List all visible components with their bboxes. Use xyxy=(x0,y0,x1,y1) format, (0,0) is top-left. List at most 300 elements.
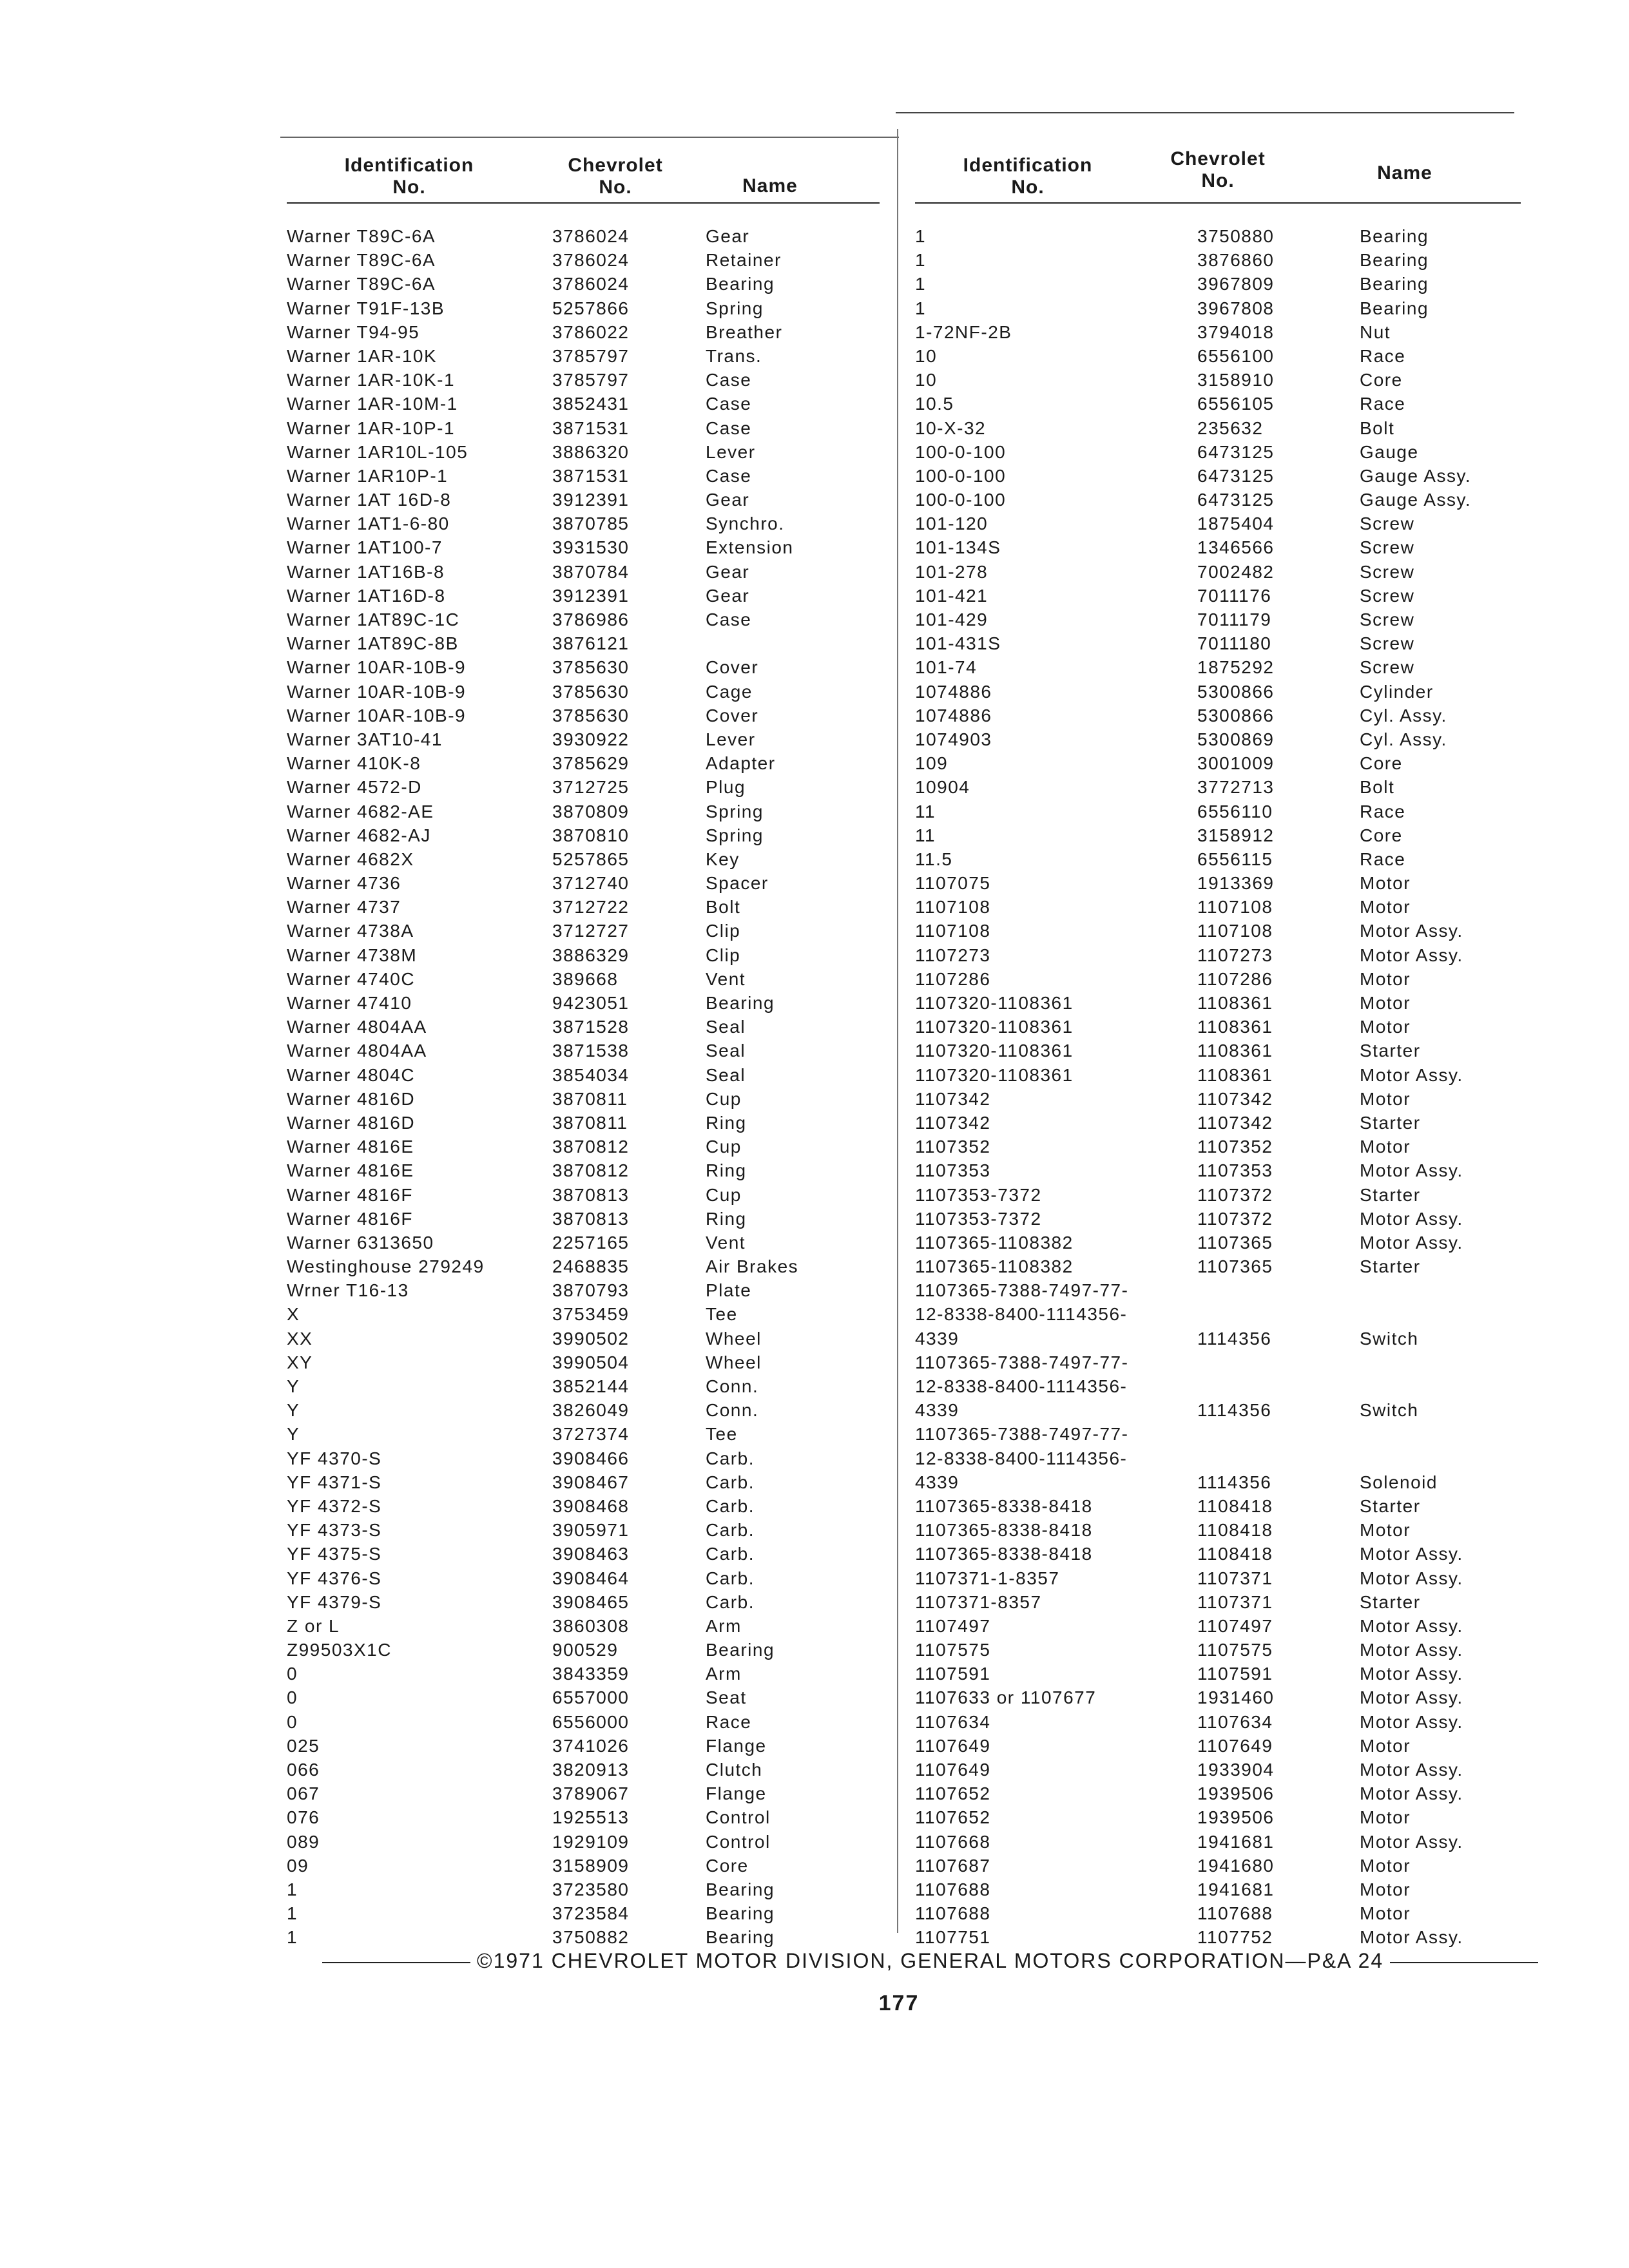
table-row xyxy=(287,1111,880,1135)
part-identification: 101-134S xyxy=(915,537,1001,558)
part-identification: 4339 xyxy=(915,1400,959,1421)
table-row xyxy=(915,1614,1521,1638)
table-row xyxy=(915,919,1521,943)
table-row xyxy=(915,1254,1521,1278)
part-identification: 1107365-7388-7497-77- xyxy=(915,1280,1129,1301)
part-name: Motor xyxy=(1360,968,1411,989)
table-row xyxy=(915,344,1521,368)
chevrolet-number: 3786986 xyxy=(552,610,630,629)
chevrolet-number: 9423051 xyxy=(552,993,630,1013)
part-identification: 1 xyxy=(287,1879,298,1899)
table-row xyxy=(287,1566,880,1590)
chevrolet-number: 3870812 xyxy=(552,1160,630,1181)
column-divider xyxy=(897,129,898,1933)
table-row xyxy=(287,248,880,272)
part-identification: YF 4372-S xyxy=(287,1495,382,1516)
part-identification: 101-278 xyxy=(915,561,988,582)
part-identification: 0 xyxy=(287,1664,298,1684)
part-identification: 1074903 xyxy=(915,729,992,749)
chevrolet-number: 3712725 xyxy=(552,777,630,798)
chevrolet-number: 3871531 xyxy=(552,465,630,486)
part-name: Screw xyxy=(1360,561,1415,582)
part-name: Carb. xyxy=(706,1472,755,1492)
table-row xyxy=(915,1398,1521,1422)
header-chevrolet: Chevrolet No. xyxy=(1170,148,1266,191)
part-identification: 066 xyxy=(287,1760,320,1780)
chevrolet-number: 3870813 xyxy=(552,1208,630,1229)
part-name: Flange xyxy=(706,1735,767,1756)
left-rows xyxy=(287,224,880,1950)
part-name: Motor Assy. xyxy=(1360,1664,1463,1684)
part-name: Motor Assy. xyxy=(1360,1064,1463,1085)
chevrolet-number: 1939506 xyxy=(1197,1807,1275,1828)
part-name: Bolt xyxy=(706,897,741,918)
copyright-text: ©1971 CHEVROLET MOTOR DIVISION, GENERAL MOTORS CORPORATION—P&A 24 xyxy=(477,1949,1384,1972)
table-row xyxy=(287,1135,880,1158)
table-row xyxy=(915,584,1521,608)
part-name: Core xyxy=(1360,825,1403,845)
footer-dash-left xyxy=(322,1962,470,1963)
chevrolet-number: 5300869 xyxy=(1197,729,1275,749)
chevrolet-number: 3930922 xyxy=(552,729,630,749)
right-header xyxy=(915,135,1521,206)
part-name: Control xyxy=(706,1831,771,1852)
chevrolet-number: 1107688 xyxy=(1197,1903,1273,1924)
table-row xyxy=(287,1542,880,1566)
part-identification: 0 xyxy=(287,1687,298,1708)
part-identification: Warner 1AR-10P-1 xyxy=(287,418,456,438)
part-name: Bearing xyxy=(1360,298,1429,318)
table-row xyxy=(287,1782,880,1805)
table-row xyxy=(915,1758,1521,1782)
table-row xyxy=(287,1327,880,1350)
part-identification: Warner 10AR-10B-9 xyxy=(287,681,467,702)
part-identification: 1107353 xyxy=(915,1160,991,1181)
chevrolet-number: 3886320 xyxy=(552,441,630,462)
part-name: Key xyxy=(706,849,740,869)
chevrolet-number: 3967809 xyxy=(1197,274,1275,294)
part-identification: Warner T89C-6A xyxy=(287,274,436,294)
chevrolet-number: 7002482 xyxy=(1197,561,1275,582)
chevrolet-number: 3912391 xyxy=(552,490,630,510)
table-row xyxy=(915,392,1521,416)
chevrolet-number: 3990502 xyxy=(552,1328,630,1349)
table-row xyxy=(287,775,880,799)
part-name: Carb. xyxy=(706,1591,755,1612)
chevrolet-number: 1107752 xyxy=(1197,1927,1273,1948)
chevrolet-number: 3789067 xyxy=(552,1783,630,1804)
chevrolet-number: 3852431 xyxy=(552,394,630,414)
part-name: Gear xyxy=(706,490,750,510)
part-identification: 10-X-32 xyxy=(915,418,987,438)
part-name: Carb. xyxy=(706,1495,755,1516)
chevrolet-number: 3820913 xyxy=(552,1760,630,1780)
part-name: Case xyxy=(706,610,752,629)
table-row xyxy=(287,1039,880,1062)
table-row xyxy=(287,608,880,631)
part-name: Ring xyxy=(706,1160,747,1181)
table-row xyxy=(287,1302,880,1326)
part-name: Seat xyxy=(706,1687,747,1708)
part-identification: YF 4370-S xyxy=(287,1448,382,1468)
table-row xyxy=(287,1710,880,1734)
table-row xyxy=(915,823,1521,847)
table-row xyxy=(915,895,1521,919)
table-row xyxy=(915,535,1521,559)
table-row xyxy=(915,655,1521,679)
part-identification: Warner 1AT16D-8 xyxy=(287,585,446,606)
table-row xyxy=(915,1039,1521,1062)
table-row xyxy=(287,871,880,895)
top-rule-right xyxy=(896,112,1514,113)
part-name: Motor xyxy=(1360,1017,1411,1037)
table-row xyxy=(915,1231,1521,1254)
part-name: Switch xyxy=(1360,1328,1419,1349)
part-name: Motor Assy. xyxy=(1360,1615,1463,1636)
part-identification: Warner 4816E xyxy=(287,1137,414,1157)
table-row xyxy=(915,1830,1521,1854)
table-row xyxy=(287,1518,880,1542)
right-rows xyxy=(915,224,1521,1950)
part-name: Screw xyxy=(1360,657,1415,678)
part-name: Motor Assy. xyxy=(1360,1831,1463,1852)
part-name: Motor xyxy=(1360,1137,1411,1157)
table-row xyxy=(915,1734,1521,1758)
part-name: Carb. xyxy=(706,1568,755,1588)
chevrolet-number: 5257865 xyxy=(552,849,630,869)
table-row xyxy=(915,1135,1521,1158)
chevrolet-number: 3931530 xyxy=(552,537,630,558)
table-row xyxy=(915,1183,1521,1207)
part-identification: YF 4376-S xyxy=(287,1568,382,1588)
part-name: Race xyxy=(1360,849,1406,869)
part-identification: 12-8338-8400-1114356- xyxy=(915,1376,1128,1396)
chevrolet-number: 1114356 xyxy=(1197,1400,1272,1421)
part-name: Gear xyxy=(706,585,750,606)
chevrolet-number: 2257165 xyxy=(552,1232,630,1253)
part-name: Gauge xyxy=(1360,441,1419,462)
part-identification: XX xyxy=(287,1328,313,1349)
table-row xyxy=(915,224,1521,248)
table-row xyxy=(287,296,880,320)
part-name: Cover xyxy=(706,657,759,678)
part-identification: 076 xyxy=(287,1807,320,1828)
chevrolet-number: 1107497 xyxy=(1197,1615,1273,1636)
table-row xyxy=(287,1207,880,1231)
part-name: Carb. xyxy=(706,1448,755,1468)
part-name: Retainer xyxy=(706,250,782,271)
part-identification: 1 xyxy=(287,1927,298,1948)
table-row xyxy=(915,871,1521,895)
chevrolet-number: 1933904 xyxy=(1197,1760,1275,1780)
part-name: Cyl. Assy. xyxy=(1360,705,1447,726)
chevrolet-number: 3826049 xyxy=(552,1400,630,1421)
chevrolet-number: 3908463 xyxy=(552,1544,630,1564)
table-row xyxy=(915,1662,1521,1686)
table-row xyxy=(915,1542,1521,1566)
table-row xyxy=(287,800,880,823)
part-name: Plug xyxy=(706,777,746,798)
part-name: Cup xyxy=(706,1088,742,1109)
part-identification: 1107365-8338-8418 xyxy=(915,1544,1093,1564)
part-name: Clip xyxy=(706,945,741,965)
chevrolet-number: 1107365 xyxy=(1197,1256,1273,1277)
table-row xyxy=(915,440,1521,464)
part-identification: 1107075 xyxy=(915,873,991,894)
chevrolet-number: 1108361 xyxy=(1197,1017,1273,1037)
chevrolet-number: 1875404 xyxy=(1197,514,1275,534)
part-identification: Warner 4816F xyxy=(287,1208,413,1229)
table-row xyxy=(287,1734,880,1758)
chevrolet-number: 3990504 xyxy=(552,1352,630,1372)
part-identification: Warner 1AT89C-8B xyxy=(287,633,459,654)
table-row xyxy=(915,560,1521,584)
table-row xyxy=(915,1854,1521,1878)
part-name: Arm xyxy=(706,1664,742,1684)
chevrolet-number: 3794018 xyxy=(1197,322,1275,342)
chevrolet-number: 3876121 xyxy=(552,633,630,654)
part-name: Spring xyxy=(706,298,764,318)
table-row xyxy=(287,1015,880,1039)
part-name: Starter xyxy=(1360,1041,1421,1061)
chevrolet-number: 1941681 xyxy=(1197,1831,1275,1852)
part-name: Screw xyxy=(1360,514,1415,534)
table-row xyxy=(915,1158,1521,1182)
header-identification: Identification No. xyxy=(344,155,474,198)
table-row xyxy=(287,1758,880,1782)
chevrolet-number: 7011180 xyxy=(1197,633,1272,654)
chevrolet-number: 3158910 xyxy=(1197,370,1275,390)
table-row xyxy=(915,1590,1521,1614)
chevrolet-number: 3785797 xyxy=(552,370,630,390)
chevrolet-number: 3908465 xyxy=(552,1591,630,1612)
part-identification: Warner 10AR-10B-9 xyxy=(287,705,467,726)
table-row xyxy=(287,631,880,655)
table-row xyxy=(287,895,880,919)
table-row xyxy=(287,1183,880,1207)
part-identification: Z99503X1C xyxy=(287,1640,392,1660)
chevrolet-number: 3905971 xyxy=(552,1520,630,1541)
part-identification: 1107342 xyxy=(915,1112,991,1133)
chevrolet-number: 3876860 xyxy=(1197,250,1275,271)
table-row xyxy=(915,272,1521,296)
header-name: Name xyxy=(1377,162,1432,184)
part-name: Gauge Assy. xyxy=(1360,465,1472,486)
chevrolet-number: 7011176 xyxy=(1197,585,1272,606)
table-row xyxy=(287,1087,880,1111)
table-row xyxy=(915,751,1521,775)
part-name: Switch xyxy=(1360,1400,1419,1421)
chevrolet-number: 1931460 xyxy=(1197,1687,1275,1708)
table-row xyxy=(915,1638,1521,1662)
chevrolet-number: 3870793 xyxy=(552,1280,630,1301)
part-identification: 1107320-1108361 xyxy=(915,993,1074,1013)
part-identification: 1107688 xyxy=(915,1879,991,1899)
part-name: Motor xyxy=(1360,897,1411,918)
left-column xyxy=(287,135,880,1950)
table-row xyxy=(915,991,1521,1015)
part-identification: 1 xyxy=(915,226,927,246)
chevrolet-number: 1346566 xyxy=(1197,537,1275,558)
chevrolet-number: 1107372 xyxy=(1197,1208,1273,1229)
part-name: Conn. xyxy=(706,1376,759,1396)
part-identification: 11 xyxy=(915,825,936,845)
part-name: Motor Assy. xyxy=(1360,1232,1463,1253)
part-name: Bearing xyxy=(706,1903,775,1924)
part-name: Motor Assy. xyxy=(1360,1160,1463,1181)
part-name: Wheel xyxy=(706,1328,762,1349)
part-identification: 0 xyxy=(287,1711,298,1732)
table-row xyxy=(287,1374,880,1398)
chevrolet-number: 3870784 xyxy=(552,561,630,582)
chevrolet-number: 5257866 xyxy=(552,298,630,318)
chevrolet-number: 3908466 xyxy=(552,1448,630,1468)
chevrolet-number: 1108361 xyxy=(1197,993,1273,1013)
part-identification: 1107575 xyxy=(915,1640,991,1660)
table-row xyxy=(287,416,880,440)
chevrolet-number: 3712740 xyxy=(552,873,630,894)
part-identification: 1107687 xyxy=(915,1855,991,1876)
part-identification: 1107108 xyxy=(915,897,991,918)
part-name: Motor Assy. xyxy=(1360,1687,1463,1708)
part-name: Screw xyxy=(1360,610,1415,629)
chevrolet-number: 1107575 xyxy=(1197,1640,1273,1660)
copyright-footer xyxy=(316,1949,1527,1973)
part-identification: 100-0-100 xyxy=(915,490,1007,510)
table-row xyxy=(287,1901,880,1925)
part-identification: Warner 3AT10-41 xyxy=(287,729,443,749)
part-identification: 1107320-1108361 xyxy=(915,1041,1074,1061)
part-name: Air Brakes xyxy=(706,1256,799,1277)
part-identification: YF 4375-S xyxy=(287,1544,382,1564)
chevrolet-number: 3786022 xyxy=(552,322,630,342)
part-name: Starter xyxy=(1360,1112,1421,1133)
part-name: Bearing xyxy=(1360,226,1429,246)
part-identification: Warner 1AT100-7 xyxy=(287,537,443,558)
table-row xyxy=(915,416,1521,440)
table-row xyxy=(287,680,880,704)
part-name: Gear xyxy=(706,561,750,582)
table-row xyxy=(287,751,880,775)
part-identification: 1107365-7388-7497-77- xyxy=(915,1424,1129,1445)
part-name: Bearing xyxy=(1360,250,1429,271)
chevrolet-number: 7011179 xyxy=(1197,610,1272,629)
part-identification: Warner 1AR10L-105 xyxy=(287,441,468,462)
part-name: Motor Assy. xyxy=(1360,1544,1463,1564)
chevrolet-number: 1107371 xyxy=(1197,1568,1273,1588)
part-name: Cylinder xyxy=(1360,681,1434,702)
part-identification: Warner 4738M xyxy=(287,945,418,965)
table-row xyxy=(287,1494,880,1518)
chevrolet-number: 6556000 xyxy=(552,1711,630,1732)
part-name: Core xyxy=(706,1855,749,1876)
part-name: Starter xyxy=(1360,1256,1421,1277)
chevrolet-number: 3786024 xyxy=(552,250,630,271)
chevrolet-number: 3723584 xyxy=(552,1903,630,1924)
chevrolet-number: 3843359 xyxy=(552,1664,630,1684)
table-row xyxy=(287,1446,880,1470)
part-name: Trans. xyxy=(706,345,762,366)
part-name: Conn. xyxy=(706,1400,759,1421)
part-identification: 1107286 xyxy=(915,968,991,989)
table-row xyxy=(287,464,880,488)
table-row xyxy=(287,584,880,608)
chevrolet-number: 1875292 xyxy=(1197,657,1275,678)
chevrolet-number: 6473125 xyxy=(1197,490,1275,510)
part-name: Extension xyxy=(706,537,794,558)
chevrolet-number: 5300866 xyxy=(1197,681,1275,702)
part-name: Cover xyxy=(706,705,759,726)
header-identification: Identification No. xyxy=(963,155,1093,198)
part-name: Motor Assy. xyxy=(1360,1640,1463,1660)
part-name: Clutch xyxy=(706,1760,763,1780)
chevrolet-number: 2468835 xyxy=(552,1256,630,1277)
part-name: Case xyxy=(706,370,752,390)
part-name: Spacer xyxy=(706,873,769,894)
chevrolet-number: 1107649 xyxy=(1197,1735,1273,1756)
part-name: Bearing xyxy=(706,1879,775,1899)
part-name: Solenoid xyxy=(1360,1472,1438,1492)
table-row xyxy=(287,1805,880,1829)
part-identification: Warner 4736 xyxy=(287,873,401,894)
part-identification: 1107497 xyxy=(915,1615,991,1636)
table-row xyxy=(287,560,880,584)
chevrolet-number: 1108418 xyxy=(1197,1520,1273,1541)
part-name: Adapter xyxy=(706,753,776,774)
table-row xyxy=(287,488,880,512)
part-name: Bearing xyxy=(1360,274,1429,294)
part-name: Motor Assy. xyxy=(1360,1783,1463,1804)
chevrolet-number: 1107353 xyxy=(1197,1160,1273,1181)
part-identification: 067 xyxy=(287,1783,320,1804)
part-name: Motor Assy. xyxy=(1360,1711,1463,1732)
part-identification: 1107273 xyxy=(915,945,991,965)
part-name: Spring xyxy=(706,801,764,822)
part-identification: 1107688 xyxy=(915,1903,991,1924)
part-name: Cyl. Assy. xyxy=(1360,729,1447,749)
left-header xyxy=(287,135,880,206)
chevrolet-number: 1108418 xyxy=(1197,1495,1273,1516)
part-identification: Warner 1AT 16D-8 xyxy=(287,490,452,510)
table-row xyxy=(287,1662,880,1686)
table-row xyxy=(287,512,880,535)
part-identification: X xyxy=(287,1304,300,1325)
part-name: Motor Assy. xyxy=(1360,1760,1463,1780)
part-identification: 1107342 xyxy=(915,1088,991,1109)
part-name: Bearing xyxy=(706,993,775,1013)
part-identification: 1107365-8338-8418 xyxy=(915,1520,1093,1541)
chevrolet-number: 1107342 xyxy=(1197,1088,1273,1109)
part-identification: 101-421 xyxy=(915,585,988,606)
table-row xyxy=(915,1686,1521,1709)
part-identification: 10904 xyxy=(915,777,970,798)
part-name: Screw xyxy=(1360,633,1415,654)
part-identification: 1 xyxy=(915,298,927,318)
part-identification: 1107108 xyxy=(915,921,991,941)
chevrolet-number: 6556110 xyxy=(1197,801,1273,822)
part-identification: 1107353-7372 xyxy=(915,1184,1042,1205)
chevrolet-number: 1108418 xyxy=(1197,1544,1273,1564)
chevrolet-number: 6556115 xyxy=(1197,849,1273,869)
part-identification: Warner 4804C xyxy=(287,1064,416,1085)
table-row xyxy=(287,847,880,871)
part-identification: 1107633 or 1107677 xyxy=(915,1687,1097,1708)
table-row xyxy=(287,704,880,727)
part-identification: Warner 4682X xyxy=(287,849,414,869)
part-identification: Warner 4572-D xyxy=(287,777,422,798)
part-identification: Warner 410K-8 xyxy=(287,753,421,774)
part-name: Core xyxy=(1360,753,1403,774)
